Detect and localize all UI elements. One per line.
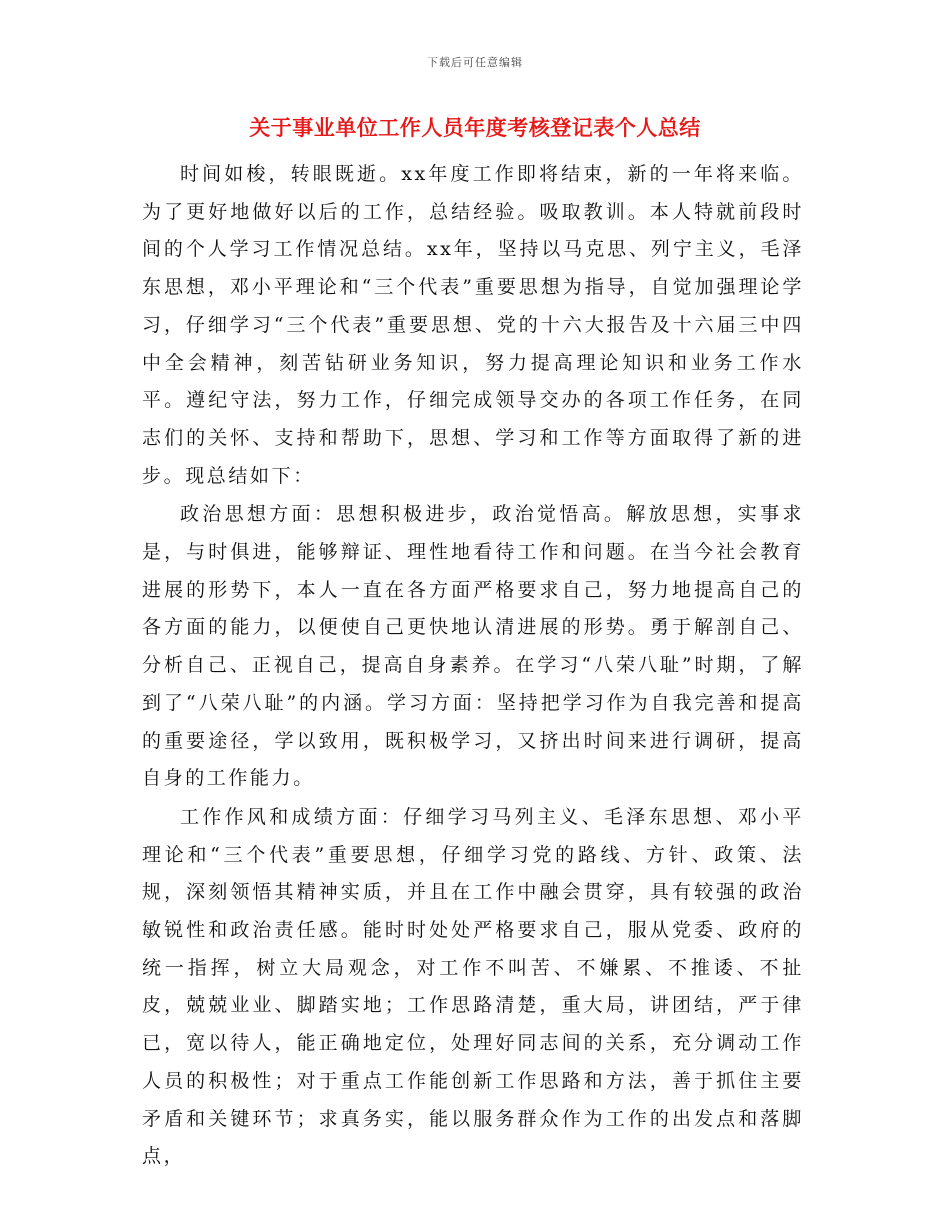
paragraph-political-thought: 政治思想方面：思想积极进步，政治觉悟高。解放思想，实事求是，与时俱进，能够辩证、理性地看待工作和问题。在当今社会教育进展的形势下，本人一直在各方面严格要求自己，努力地提高自己的各方面的能力，以便使自己更快地认清进展的形势。勇于解剖自己、分析自己、正视自己，提高自身素养。在学习“八荣八耻”时期，了解到了“八荣八耻”的内涵。学习方面：坚持把学习作为自我完善和提高的重要途径，学以致用，既积极学习，又挤出时间来进行调研，提高自身的工作能力。 <box>142 503 804 790</box>
document-body <box>142 156 804 1176</box>
paragraph-intro: 时间如梭，转眼既逝。xx年度工作即将结束，新的一年将来临。为了更好地做好以后的工作，总结经验。吸取教训。本人特就前段时间的个人学习工作情况总结。xx年，坚持以马克思、列宁主义，毛泽东思想，邓小平理论和“三个代表”重要思想为指导，自觉加强理论学习，仔细学习“三个代表”重要思想、党的十六大报告及十六届三中四中全会精神，刻苦钻研业务知识，努力提高理论知识和业务工作水平。遵纪守法，努力工作，仔细完成领导交办的各项工作任务，在同志们的关怀、支持和帮助下，思想、学习和工作等方面取得了新的进步。现总结如下： <box>142 163 804 487</box>
header-note: 下载后可任意编辑 <box>427 56 523 69</box>
paragraph-work-style: 工作作风和成绩方面：仔细学习马列主义、毛泽东思想、邓小平理论和“三个代表”重要思想，仔细学习党的路线、方针、政策、法规，深刻领悟其精神实质，并且在工作中融会贯穿，具有较强的政治敏锐性和政治责任感。能时时处处严格要求自己，服从党委、政府的统一指挥，树立大局观念，对工作不叫苦、不嫌累、不推诿、不扯皮，兢兢业业、脚踏实地；工作思路清楚，重大局，讲团结，严于律已，宽以待人，能正确地定位，处理好同志间的关系，充分调动工作人员的积极性；对于重点工作能创新工作思路和方法，善于抓住主要矛盾和关键环节；求真务实，能以服务群众作为工作的出发点和落脚点， <box>142 805 804 1168</box>
document-title: 关于事业单位工作人员年度考核登记表个人总结 <box>249 115 701 140</box>
